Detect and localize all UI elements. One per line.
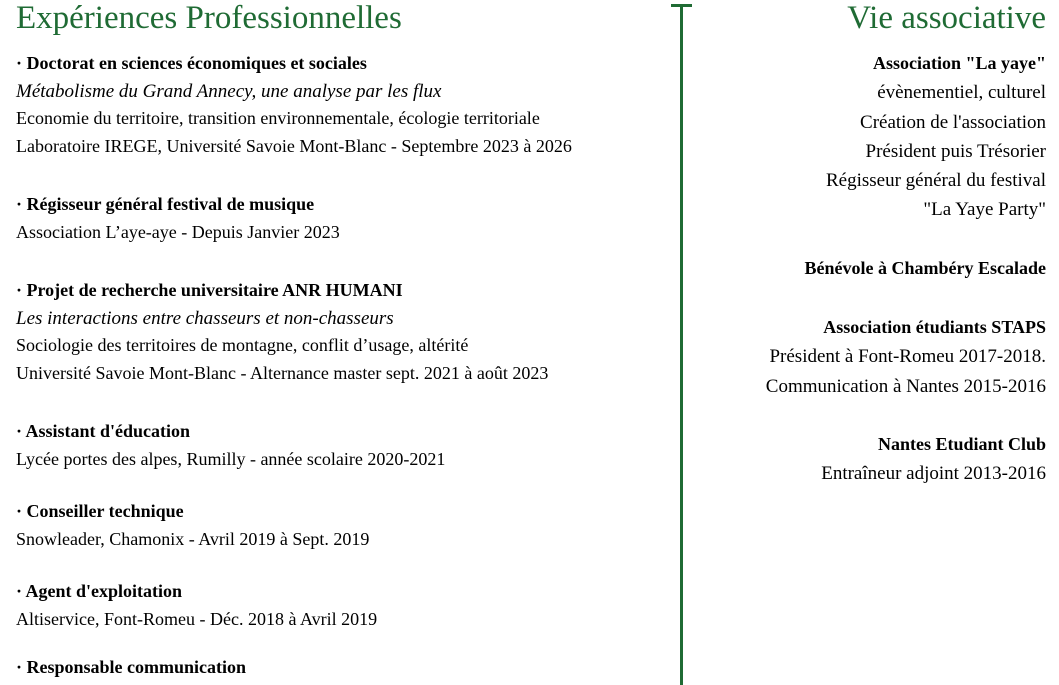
assoc-entry: [805, 254, 1046, 283]
job-detail: Laboratoire IREGE, Université Savoie Mont-Blanc - Septembre 2023 à 2026: [16, 135, 572, 156]
job-title: · Responsable communication: [16, 657, 247, 677]
assoc-detail: évènementiel, culturel: [877, 82, 1046, 104]
job-detail: Economie du territoire, transition environnementale, écologie territoriale: [16, 108, 540, 128]
job-title: · Projet de recherche universitaire ANR HUMANI: [16, 280, 403, 300]
assoc-detail: Président puis Trésorier: [865, 140, 1046, 162]
assoc-detail: Régisseur général du festival: [825, 170, 1046, 192]
assoc-detail: Création de l'association: [860, 111, 1046, 133]
job-entry: [16, 418, 445, 473]
assoc-title: Nantes Etudiant Club: [877, 434, 1046, 454]
associative-heading: Vie associative: [847, 0, 1046, 36]
column-divider: [680, 5, 683, 685]
assoc-detail: Président à Font-Romeu 2017-2018.: [769, 346, 1046, 368]
job-detail: Snowleader, Chamonix - Avril 2019 à Sept. 2019: [16, 528, 370, 549]
job-detail: Université Savoie Mont-Blanc - Alternance master sept. 2021 à août 2023: [16, 362, 549, 383]
job-entry: [16, 50, 572, 160]
column-divider-cap: [671, 4, 692, 7]
job-detail: Sociologie des territoires de montagne, conflit d’usage, altérité: [16, 335, 469, 355]
job-entry: [16, 277, 548, 387]
assoc-detail: Communication à Nantes 2015-2016: [765, 375, 1046, 397]
job-detail: Association L’aye-aye - Depuis Janvier 2023: [16, 221, 340, 242]
job-subtitle: Les interactions entre chasseurs et non-chasseurs: [16, 307, 394, 329]
job-title: · Régisseur général festival de musique: [16, 194, 315, 214]
assoc-title: Association étudiants STAPS: [823, 317, 1046, 337]
job-entry: [16, 498, 369, 553]
job-entry: [16, 578, 377, 633]
job-detail: Altiservice, Font-Romeu - Déc. 2018 à Avril 2019: [16, 608, 378, 629]
assoc-detail: "La Yaye Party": [923, 199, 1046, 221]
job-title: · Assistant d'éducation: [16, 421, 191, 441]
job-entry: [16, 191, 340, 246]
experiences-heading: Expériences Professionnelles: [16, 0, 402, 36]
assoc-title: Association "La yaye": [873, 53, 1046, 73]
job-title: · Doctorat en sciences économiques et sociales: [16, 53, 367, 73]
assoc-detail: Entraîneur adjoint 2013-2016: [821, 463, 1046, 485]
job-title: · Conseiller technique: [16, 501, 184, 521]
job-detail: Lycée portes des alpes, Rumilly - année scolaire 2020-2021: [16, 448, 446, 469]
assoc-entry: [766, 313, 1046, 401]
job-subtitle: Métabolisme du Grand Annecy, une analyse par les flux: [16, 80, 442, 102]
assoc-entry: [821, 430, 1046, 489]
assoc-title: Bénévole à Chambéry Escalade: [804, 258, 1046, 278]
job-entry: [16, 654, 246, 682]
job-title: · Agent d'exploitation: [16, 581, 183, 601]
assoc-entry: [826, 49, 1046, 225]
